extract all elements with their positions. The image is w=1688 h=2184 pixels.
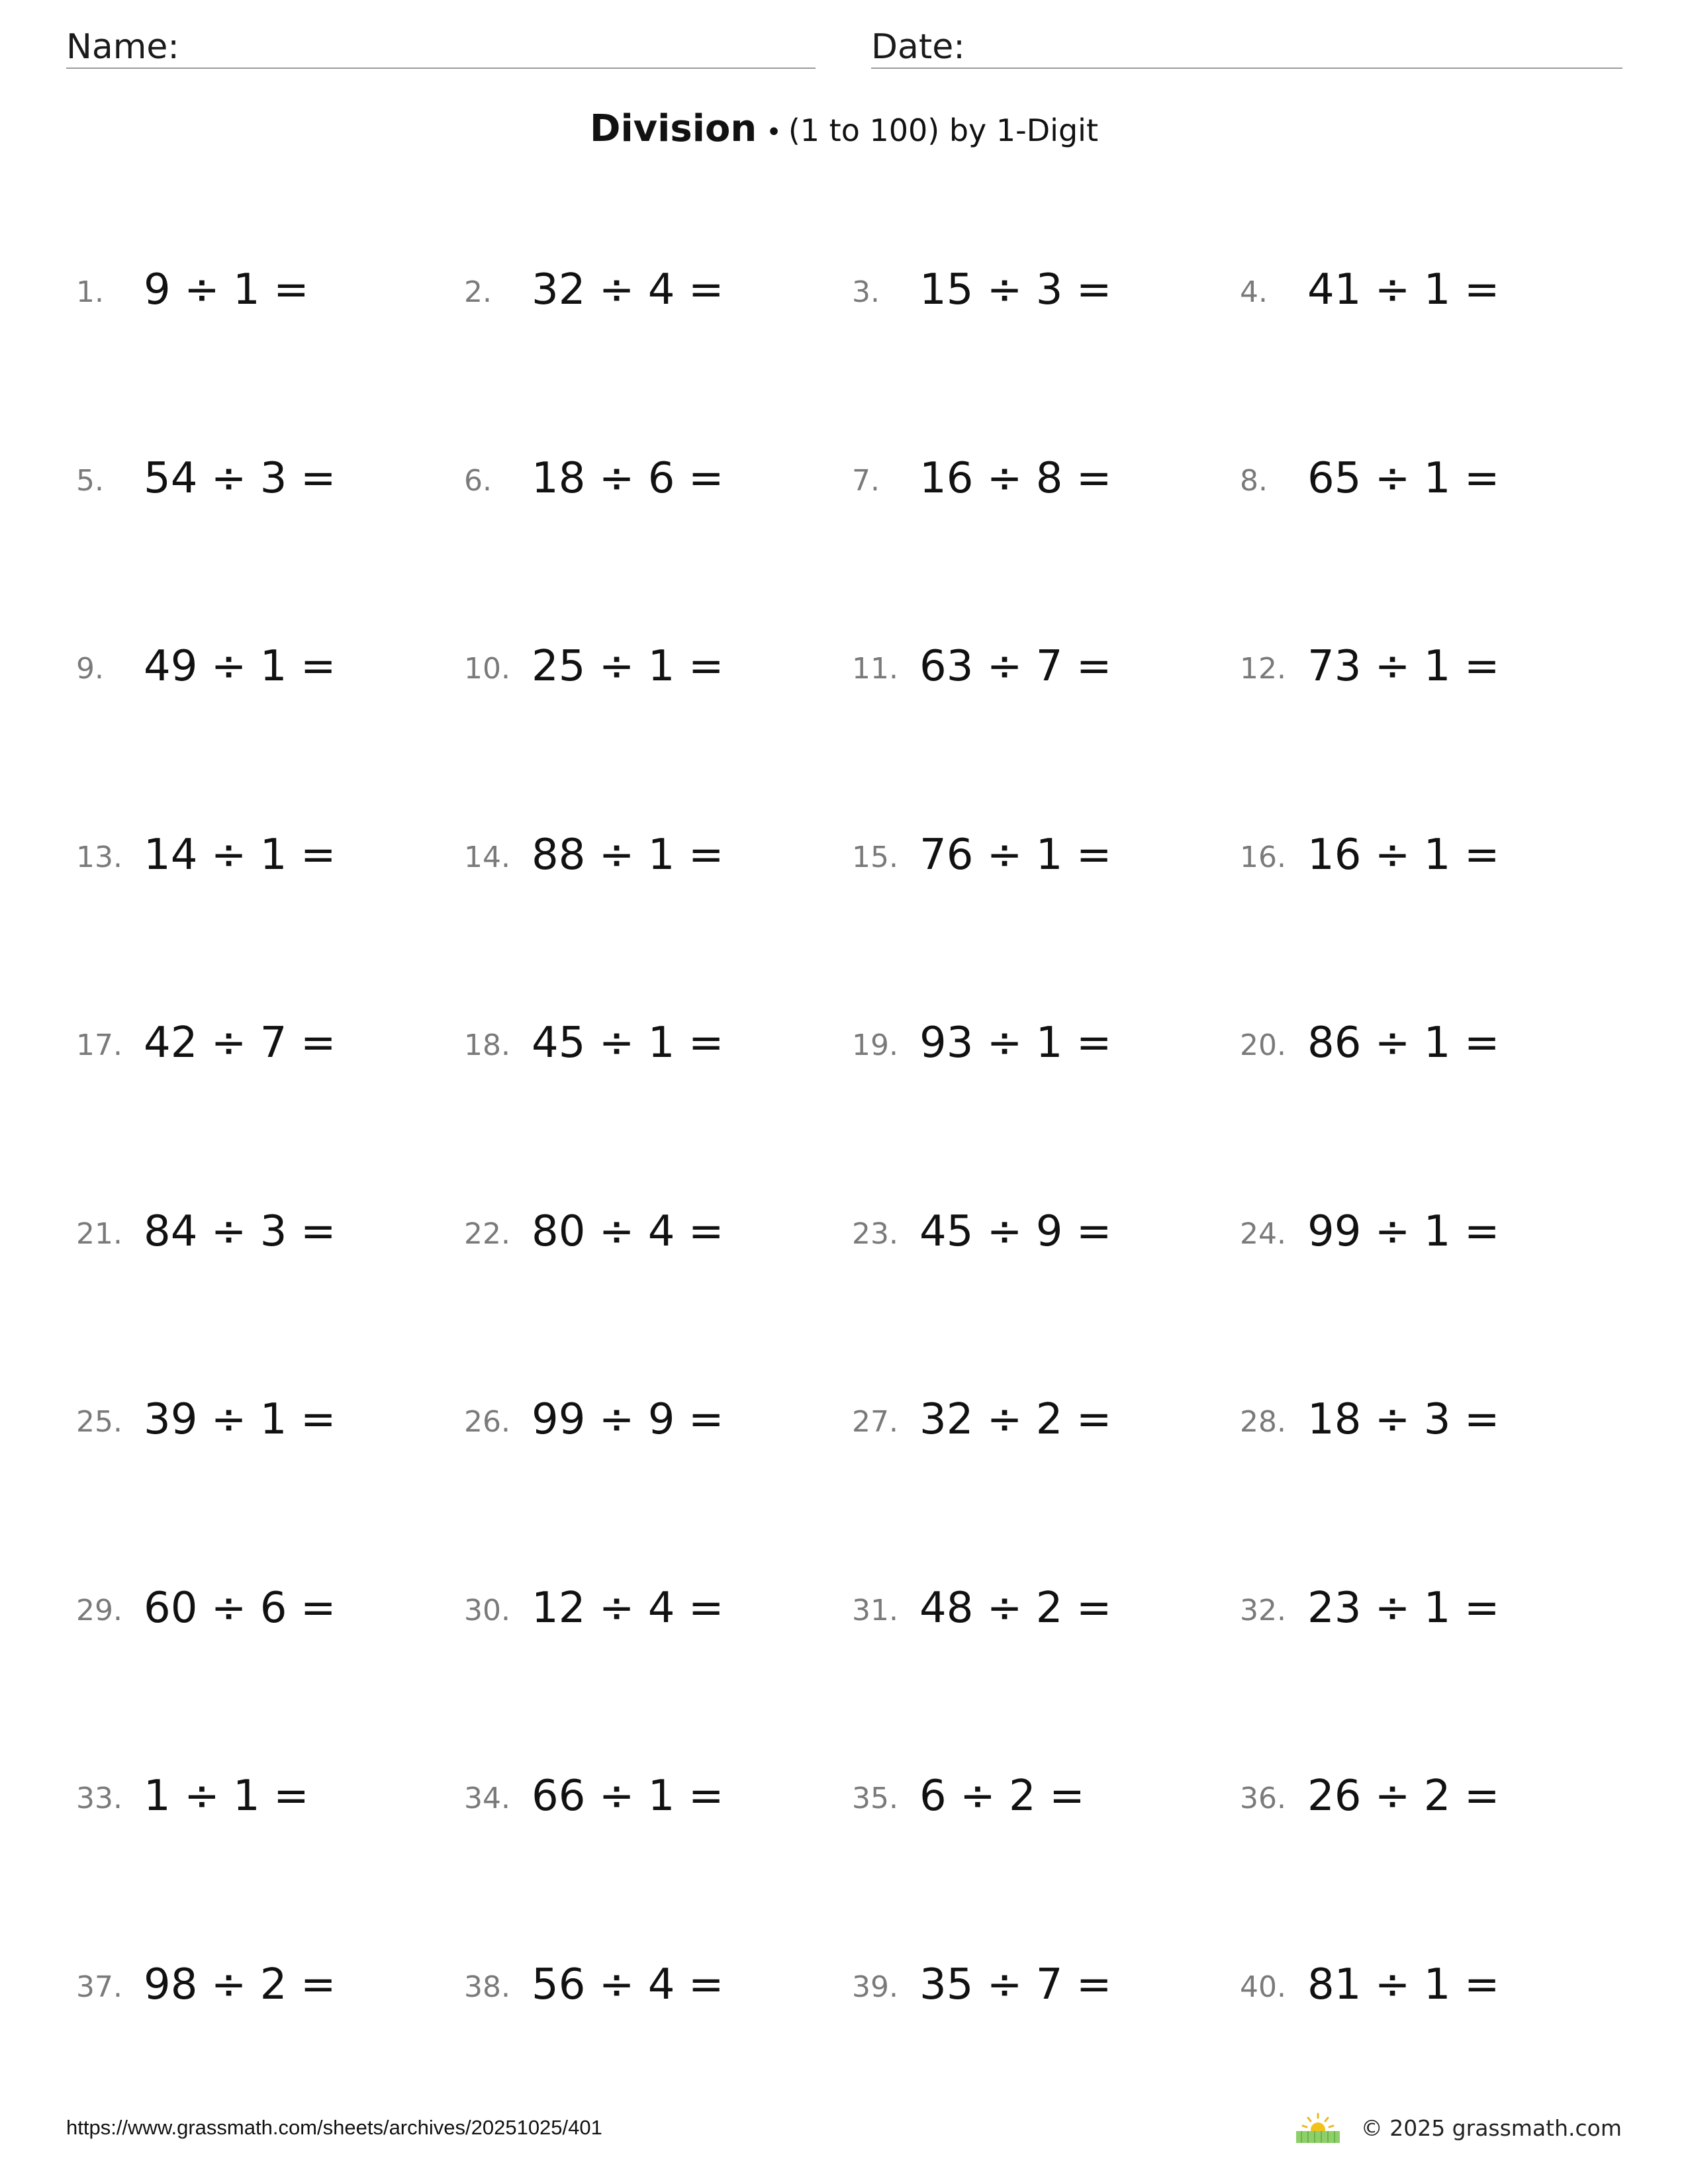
problem-number: 2. xyxy=(464,275,492,309)
problem-expression: 6 ÷ 2 = xyxy=(919,1772,1085,1821)
problem-number: 21. xyxy=(76,1217,122,1251)
problem-expression: 12 ÷ 4 = xyxy=(532,1584,724,1633)
footer-url: https://www.grassmath.com/sheets/archives/20251025/401 xyxy=(66,2116,602,2139)
problem-number: 12. xyxy=(1240,652,1286,686)
problem-expression: 98 ÷ 2 = xyxy=(144,1960,336,2009)
problem-expression: 80 ÷ 4 = xyxy=(532,1207,724,1256)
problem-number: 8. xyxy=(1240,464,1268,498)
problem-expression: 9 ÷ 1 = xyxy=(144,265,309,314)
problem-expression: 88 ÷ 1 = xyxy=(532,831,724,880)
problem-number: 10. xyxy=(464,652,510,686)
problem-number: 5. xyxy=(76,464,104,498)
problem-number: 31. xyxy=(852,1594,898,1627)
problem-number: 24. xyxy=(1240,1217,1286,1251)
problem-expression: 81 ÷ 1 = xyxy=(1307,1960,1500,2009)
problem-number: 20. xyxy=(1240,1028,1286,1062)
problem-expression: 60 ÷ 6 = xyxy=(144,1584,336,1633)
sun-over-grass-icon xyxy=(1295,2111,1341,2144)
title-separator: • xyxy=(766,117,782,148)
problem-expression: 35 ÷ 7 = xyxy=(919,1960,1112,2009)
problem-expression: 84 ÷ 3 = xyxy=(144,1207,336,1256)
problem-expression: 42 ÷ 7 = xyxy=(144,1019,336,1068)
problem-number: 11. xyxy=(852,652,898,686)
problem-number: 36. xyxy=(1240,1782,1286,1815)
problem-expression: 16 ÷ 1 = xyxy=(1307,831,1500,880)
footer-brand xyxy=(1295,2108,1622,2148)
problem-expression: 45 ÷ 1 = xyxy=(532,1019,724,1068)
problem-number: 35. xyxy=(852,1782,898,1815)
problem-expression: 73 ÷ 1 = xyxy=(1307,642,1500,691)
problem-number: 22. xyxy=(464,1217,510,1251)
problem-number: 27. xyxy=(852,1405,898,1439)
problem-number: 33. xyxy=(76,1782,122,1815)
problem-expression: 56 ÷ 4 = xyxy=(532,1960,724,2009)
problem-expression: 86 ÷ 1 = xyxy=(1307,1019,1500,1068)
name-label: Name: xyxy=(66,27,179,67)
problem-expression: 99 ÷ 9 = xyxy=(532,1395,724,1444)
problem-expression: 39 ÷ 1 = xyxy=(144,1395,336,1444)
problem-number: 7. xyxy=(852,464,880,498)
problem-number: 28. xyxy=(1240,1405,1286,1439)
problem-expression: 63 ÷ 7 = xyxy=(919,642,1112,691)
date-field[interactable] xyxy=(871,26,1622,69)
name-field[interactable] xyxy=(66,26,816,69)
problem-number: 40. xyxy=(1240,1970,1286,2004)
problem-number: 29. xyxy=(76,1594,122,1627)
problem-number: 16. xyxy=(1240,841,1286,874)
problem-number: 15. xyxy=(852,841,898,874)
problem-number: 38. xyxy=(464,1970,510,2004)
problem-expression: 32 ÷ 4 = xyxy=(532,265,724,314)
problem-expression: 15 ÷ 3 = xyxy=(919,265,1112,314)
problem-expression: 16 ÷ 8 = xyxy=(919,454,1112,503)
date-label: Date: xyxy=(871,27,965,67)
problem-expression: 18 ÷ 6 = xyxy=(532,454,724,503)
problem-number: 17. xyxy=(76,1028,122,1062)
worksheet-title xyxy=(0,106,1688,156)
problem-number: 19. xyxy=(852,1028,898,1062)
problem-expression: 66 ÷ 1 = xyxy=(532,1772,724,1821)
problem-expression: 18 ÷ 3 = xyxy=(1307,1395,1500,1444)
footer-copyright: © 2025 grassmath.com xyxy=(1360,2115,1622,2141)
problem-number: 34. xyxy=(464,1782,510,1815)
problem-expression: 49 ÷ 1 = xyxy=(144,642,336,691)
problem-expression: 25 ÷ 1 = xyxy=(532,642,724,691)
problem-expression: 1 ÷ 1 = xyxy=(144,1772,309,1821)
problem-number: 1. xyxy=(76,275,104,309)
problem-expression: 23 ÷ 1 = xyxy=(1307,1584,1500,1633)
problem-expression: 54 ÷ 3 = xyxy=(144,454,336,503)
problem-expression: 76 ÷ 1 = xyxy=(919,831,1112,880)
title-subtitle: (1 to 100) by 1-Digit xyxy=(788,113,1098,148)
problem-number: 39. xyxy=(852,1970,898,2004)
problem-expression: 45 ÷ 9 = xyxy=(919,1207,1112,1256)
problem-number: 37. xyxy=(76,1970,122,2004)
problem-number: 6. xyxy=(464,464,492,498)
problem-number: 9. xyxy=(76,652,104,686)
problem-expression: 93 ÷ 1 = xyxy=(919,1019,1112,1068)
problem-number: 32. xyxy=(1240,1594,1286,1627)
problem-number: 13. xyxy=(76,841,122,874)
problem-number: 30. xyxy=(464,1594,510,1627)
problem-expression: 99 ÷ 1 = xyxy=(1307,1207,1500,1256)
problem-number: 14. xyxy=(464,841,510,874)
problem-number: 3. xyxy=(852,275,880,309)
problem-expression: 14 ÷ 1 = xyxy=(144,831,336,880)
problem-expression: 32 ÷ 2 = xyxy=(919,1395,1112,1444)
problem-number: 25. xyxy=(76,1405,122,1439)
problem-expression: 26 ÷ 2 = xyxy=(1307,1772,1500,1821)
problem-number: 4. xyxy=(1240,275,1268,309)
problem-expression: 41 ÷ 1 = xyxy=(1307,265,1500,314)
problem-expression: 65 ÷ 1 = xyxy=(1307,454,1500,503)
problem-number: 18. xyxy=(464,1028,510,1062)
problem-expression: 48 ÷ 2 = xyxy=(919,1584,1112,1633)
problem-number: 26. xyxy=(464,1405,510,1439)
title-main: Division xyxy=(590,107,757,150)
problem-number: 23. xyxy=(852,1217,898,1251)
